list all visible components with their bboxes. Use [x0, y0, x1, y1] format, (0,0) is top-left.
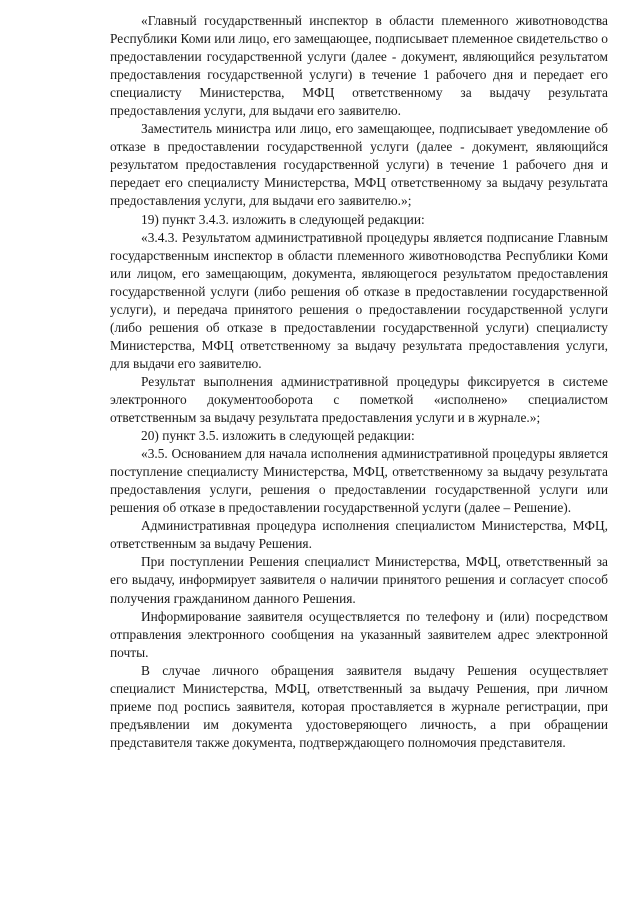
paragraph-informing: Информирование заявителя осуществляется по телефону и (или) посредством отправления электронного сообщения на указанный заявителем адрес электронной почты.	[110, 608, 608, 660]
paragraph-personal-appeal: В случае личного обращения заявителя выдачу Решения осуществляет специалист Министерства, МФЦ, ответственный за выдачу Решения, при личном приеме под роспись заявителя, которая проставляется в журнале регистрации, при предъявлении им документа удостоверяющего личность, а при обращении представителя также документа, подтверждающего полномочия представителя.	[110, 662, 608, 750]
paragraph-chief-inspector-signs: «Главный государственный инспектор в области племенного животноводства Республики Коми или лицо, его замещающее, подписывает племенное свидетельство о предоставлении государственной услуги (далее - документ, являющийся результатом предоставления государственной услуги) в течение 1 рабочего дня и передает его специалисту Министерства, МФЦ ответственному за выдачу результата предоставления услуги, для выдачи его заявителю.	[110, 13, 608, 119]
paragraph-item-20: 20) пункт 3.5. изложить в следующей редакции:	[141, 428, 415, 444]
paragraph-clause-3-5: «3.5. Основанием для начала исполнения административной процедуры является поступление специалисту Министерства, МФЦ, ответственному за выдачу результата предоставления услуги, решения о предоставлении государственной услуги или решения об отказе в предоставлении государственной услуги (далее – Решение).	[110, 446, 608, 516]
paragraph-item-19: 19) пункт 3.4.3. изложить в следующей редакции:	[141, 211, 425, 227]
paragraph-deputy-minister-signs: Заместитель министра или лицо, его замещающее, подписывает уведомление об отказе в предоставлении государственной услуги (далее - документ, являющийся результатом предоставления государственной услуги) в течение 1 рабочего дня и передает его специалисту Министерства, МФЦ ответственному за выдачу результата предоставления услуги, для выдачи его заявителю.»;	[110, 121, 608, 209]
paragraph-on-receipt: При поступлении Решения специалист Министерства, МФЦ, ответственный за его выдачу, информирует заявителя о наличии принятого решения и согласует способ получения гражданином данного Решения.	[110, 554, 608, 606]
document-page	[110, 12, 608, 752]
paragraph-result-recorded: Результат выполнения административной процедуры фиксируется в системе электронного документооборота с пометкой «исполнено» специалистом ответственным за выдачу результата предоставления услуги и в журнале.»;	[110, 373, 608, 426]
paragraph-clause-3-4-3: «3.4.3. Результатом административной процедуры является подписание Главным государственным инспектор в области племенного животноводства Республики Коми или лицом, его замещающим, документа, являющегося результатом предоставления государственной услуги (либо решения об отказе в предоставлении государственной услуги), и передача принятого решения о предоставлении государственной услуги (либо решения об отказе в предоставлении государственной услуги) специалисту Министерства, МФЦ ответственному за выдачу результата предоставления услуги, для выдачи его заявителю.	[110, 229, 608, 371]
paragraph-procedure-execution: Административная процедура исполнения специалистом Министерства, МФЦ, ответственным за выдачу Решения.	[110, 518, 608, 552]
